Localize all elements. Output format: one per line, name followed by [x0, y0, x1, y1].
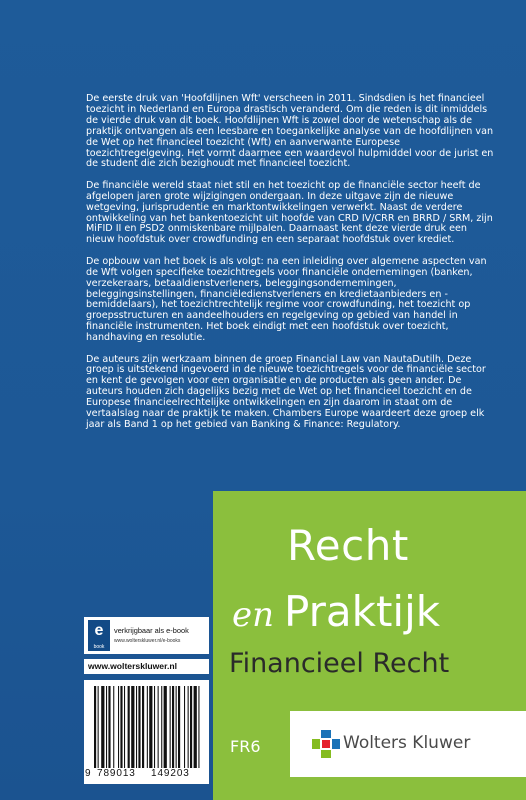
barcode-bar — [172, 686, 174, 768]
barcode-bar — [120, 686, 122, 768]
barcode-bar — [136, 686, 137, 768]
publisher-website: www.wolterskluwer.nl — [84, 659, 209, 674]
barcode-bar — [128, 686, 130, 768]
barcode-bar — [188, 686, 189, 768]
barcode-bar — [118, 686, 119, 768]
barcode-bar — [113, 686, 114, 768]
series-title-en: en — [232, 595, 275, 635]
barcode-bar — [158, 686, 159, 768]
ebook-mark-word: book — [93, 644, 105, 650]
wolters-kluwer-logo-icon — [312, 730, 340, 758]
series-code: FR6 — [230, 737, 261, 756]
blurb-paragraph: De opbouw van het boek is als volgt: na een inleiding over algemene aspecten van de Wft volgen specifieke toezichtregels voor financiële ondernemingen (banken, verzekeraars, betaaldienstverleners, beleggingsondernemingen, beleggingsinstellingen, financiëledienstverleners en kredietaanbieders en -bemiddelaars), het toezichtrechtelijk regime voor crowdfunding, het toezicht op groepsstructuren en aandeelhouders en regelgeving op gebied van handel in financiële instrumenten. Het boek eindigt met een hoofdstuk over toezicht, handhaving en resolutie. — [86, 255, 487, 344]
barcode-bars — [94, 686, 202, 768]
barcode-bar — [138, 686, 140, 768]
barcode-bar — [164, 686, 167, 768]
blurb-paragraph: De financiële wereld staat niet stil en het toezicht op de financiële sector heeft de afgelopen jaren grote wijzigingen ondergaan. In deze uitgave zijn de nieuwe wetgeving, jurisprudentie en marktontwikkelingen verwerkt. Naast de verdere ontwikkeling van het bankentoezicht uit hoofde van CRD IV/CRR en BRRD / SRM, zijn MiFID II en PSD2 onmiskenbare mijlpalen. Daarnaast kent deze vierde druk een nieuw hoofdstuk over crowdfunding en een separaat hoofdstuk over krediet. — [86, 179, 493, 246]
publisher-logo — [290, 711, 526, 777]
barcode-bar — [98, 686, 99, 768]
series-title-line2 — [232, 587, 440, 636]
series-title-praktijk: Praktijk — [284, 587, 441, 636]
barcode-bar — [154, 686, 155, 768]
barcode-bar — [108, 686, 110, 768]
barcode-bar — [198, 686, 199, 768]
barcode-bar — [176, 686, 177, 768]
barcode-bar — [147, 686, 148, 768]
ebook-badge — [84, 617, 209, 654]
barcode-bar — [94, 686, 96, 768]
barcode-bar — [184, 686, 185, 768]
barcode-bar — [149, 686, 152, 768]
barcode — [84, 680, 209, 784]
series-title-line1: Recht — [287, 521, 409, 570]
barcode-bar — [170, 686, 171, 768]
series-subtitle: Financieel Recht — [229, 648, 450, 679]
ebook-url: www.wolterskluwer.nl/e-books — [114, 638, 181, 644]
ebook-mark-letter: e — [94, 622, 104, 639]
barcode-bar — [124, 686, 125, 768]
isbn-part: 149203 — [151, 768, 190, 779]
isbn-part: 9 — [85, 768, 91, 779]
blurb-paragraph: De eerste druk van 'Hoofdlijnen Wft' verscheen in 2011. Sindsdien is het financieel toezicht in Nederland en Europa drastisch veranderd. Om die reden is dit inmiddels de vierde druk van dit boek. Hoofdlijnen Wft is zowel door de wetenschap als de praktijk ontvangen als een leesbare en toegankelijke analyse van de hoofdlijnen van de Wet op het financieel toezicht (Wft) en aanverwante Europese toezichtregelgeving. Het vormt daarmee een waardevol hulpmiddel voor de jurist en de student die zich bezighoudt met financieel toezicht. — [86, 93, 494, 170]
barcode-bar — [101, 686, 104, 768]
ebook-label: verkrijgbaar als e-book — [114, 626, 189, 635]
publisher-name: Wolters Kluwer — [343, 733, 471, 753]
ebook-icon — [88, 620, 110, 651]
isbn-part: 789013 — [97, 768, 136, 779]
barcode-bar — [194, 686, 197, 768]
barcode-bar — [161, 686, 162, 768]
barcode-bar — [190, 686, 192, 768]
blurb-text — [86, 94, 496, 441]
barcode-bar — [178, 686, 180, 768]
blurb-paragraph: De auteurs zijn werkzaam binnen de groep Financial Law van NautaDutilh. Deze groep is uitstekend ingevoerd in de nieuwe toezichtregels voor de financiële sector en kent de gevolgen voor een organisatie en de producten als geen ander. De auteurs houden zich dagelijks bezig met de Wet op het financieel toezicht en de Europese financieelrechtelijke ontwikkelingen en zijn daarom in staat om de vertaalslag naar de praktijk te maken. Chambers Europe waardeert deze groep elk jaar als Band 1 op het gebied van Banking & Finance: Regulatory. — [86, 353, 486, 430]
barcode-bar — [131, 686, 134, 768]
barcode-bar — [106, 686, 107, 768]
barcode-bar — [142, 686, 144, 768]
